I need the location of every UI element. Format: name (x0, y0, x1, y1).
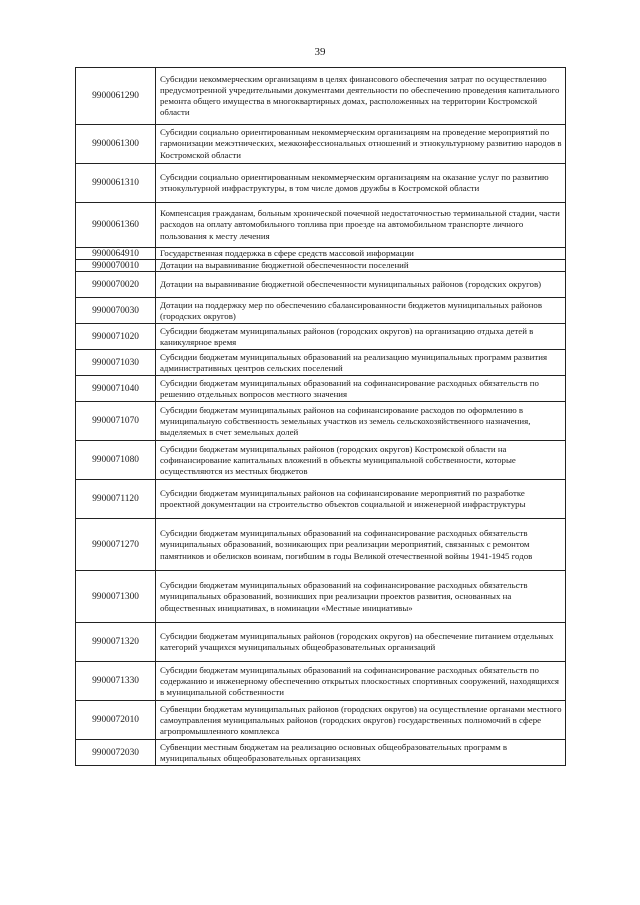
table-row (76, 350, 566, 376)
expense-description: Субвенции местным бюджетам на реализацию основных общеобразовательных программ в муниципальных общеобразовательных организациях (156, 740, 566, 766)
classification-code: 9900072030 (76, 740, 156, 766)
budget-codes-body (76, 68, 566, 766)
expense-description: Субсидии бюджетам муниципальных образований на софинансирование расходных обязательств муниципальных образований, возникших при реализации проектов развития, основанных на общественных инициативах, в номинации «Местные инициативы» (156, 571, 566, 623)
expense-description: Субсидии социально ориентированным некоммерческим организациям на проведение мероприятий по гармонизации межэтнических, межконфессиональных отношений и этнокультурному развитию народов в Костромской области (156, 125, 566, 164)
budget-codes-table (75, 67, 566, 766)
classification-code: 9900071300 (76, 571, 156, 623)
table-row (76, 402, 566, 441)
table-row (76, 260, 566, 272)
expense-description: Субсидии бюджетам муниципальных районов (городских округов) на организацию отдыха детей в каникулярное время (156, 324, 566, 350)
expense-description: Субсидии бюджетам муниципальных районов на софинансирование расходов по оформлению в муниципальную собственность земельных участков из земель сельскохозяйственного назначения, выделяемых в счет земельных долей (156, 402, 566, 441)
expense-description: Государственная поддержка в сфере средств массовой информации (156, 248, 566, 260)
classification-code: 9900071320 (76, 623, 156, 662)
classification-code: 9900061300 (76, 125, 156, 164)
classification-code: 9900072010 (76, 701, 156, 740)
table-row (76, 68, 566, 125)
expense-description: Субсидии бюджетам муниципальных образований на софинансирование расходных обязательств по содержанию и инженерному обеспечению открытых плоскостных спортивных сооружений, находящихся в муниципальной собственности (156, 662, 566, 701)
classification-code: 9900071330 (76, 662, 156, 701)
expense-description: Субсидии бюджетам муниципальных районов (городских округов) Костромской области на софинансирование капитальных вложений в объекты муниципальной собственности, которые осуществляются из местных бюджетов (156, 441, 566, 480)
classification-code: 9900070030 (76, 298, 156, 324)
classification-code: 9900061360 (76, 203, 156, 248)
classification-code: 9900061290 (76, 68, 156, 125)
table-row (76, 164, 566, 203)
expense-description: Субсидии бюджетам муниципальных образований на софинансирование расходных обязательств по решению отдельных вопросов местного значения (156, 376, 566, 402)
expense-description: Субвенции бюджетам муниципальных районов (городских округов) на осуществление органами местного самоуправления муниципальных районов (городских округов) государственных полномочий в сфере агропромышленного комплекса (156, 701, 566, 740)
table-row (76, 248, 566, 260)
classification-code: 9900071030 (76, 350, 156, 376)
table-row (76, 623, 566, 662)
table-row (76, 519, 566, 571)
expense-description: Дотации на выравнивание бюджетной обеспеченности поселений (156, 260, 566, 272)
classification-code: 9900064910 (76, 248, 156, 260)
expense-description: Дотации на выравнивание бюджетной обеспеченности муниципальных районов (городских округов) (156, 272, 566, 298)
expense-description: Субсидии бюджетам муниципальных образований на софинансирование расходных обязательств муниципальных образований, возникающих при реализации мероприятий, связанных с ремонтом памятников и обелисков воинам, погибшим в годы Великой отечественной войны 1941-1945 годов (156, 519, 566, 571)
classification-code: 9900070020 (76, 272, 156, 298)
table-row (76, 125, 566, 164)
classification-code: 9900071040 (76, 376, 156, 402)
table-row (76, 480, 566, 519)
classification-code: 9900071080 (76, 441, 156, 480)
table-row (76, 441, 566, 480)
expense-description: Субсидии социально ориентированным некоммерческим организациям на оказание услуг по развитию этнокультурной инфраструктуры, в том числе домов дружбы в Костромской области (156, 164, 566, 203)
classification-code: 9900070010 (76, 260, 156, 272)
expense-description: Субсидии бюджетам муниципальных районов на софинансирование мероприятий по разработке проектной документации на строительство объектов социальной и инженерной инфраструктуры (156, 480, 566, 519)
classification-code: 9900071020 (76, 324, 156, 350)
expense-description: Субсидии некоммерческим организациям в целях финансового обеспечения затрат по осуществлению предусмотренной учредительными документами деятельности по обеспечению проведения капитального ремонта общего имущества в многоквартирных домах, расположенных на территории Костромской области (156, 68, 566, 125)
table-row (76, 203, 566, 248)
classification-code: 9900071120 (76, 480, 156, 519)
page-number: 39 (314, 46, 326, 58)
table-row (76, 272, 566, 298)
table-row (76, 662, 566, 701)
classification-code: 9900061310 (76, 164, 156, 203)
table-row (76, 701, 566, 740)
expense-description: Дотации на поддержку мер по обеспечению сбалансированности бюджетов муниципальных районов (городских округов) (156, 298, 566, 324)
table-row (76, 740, 566, 766)
table-row (76, 324, 566, 350)
table-row (76, 298, 566, 324)
classification-code: 9900071070 (76, 402, 156, 441)
expense-description: Компенсация гражданам, больным хронической почечной недостаточностью терминальной стадии, части расходов на оплату автомобильного топлива при проезде на автомобильном транспорте личного пользования к месту лечения (156, 203, 566, 248)
table-row (76, 571, 566, 623)
expense-description: Субсидии бюджетам муниципальных образований на реализацию муниципальных программ развития административных центров сельских поселений (156, 350, 566, 376)
table-row (76, 376, 566, 402)
classification-code: 9900071270 (76, 519, 156, 571)
expense-description: Субсидии бюджетам муниципальных районов (городских округов) на обеспечение питанием отдельных категорий учащихся муниципальных общеобразовательных организаций (156, 623, 566, 662)
